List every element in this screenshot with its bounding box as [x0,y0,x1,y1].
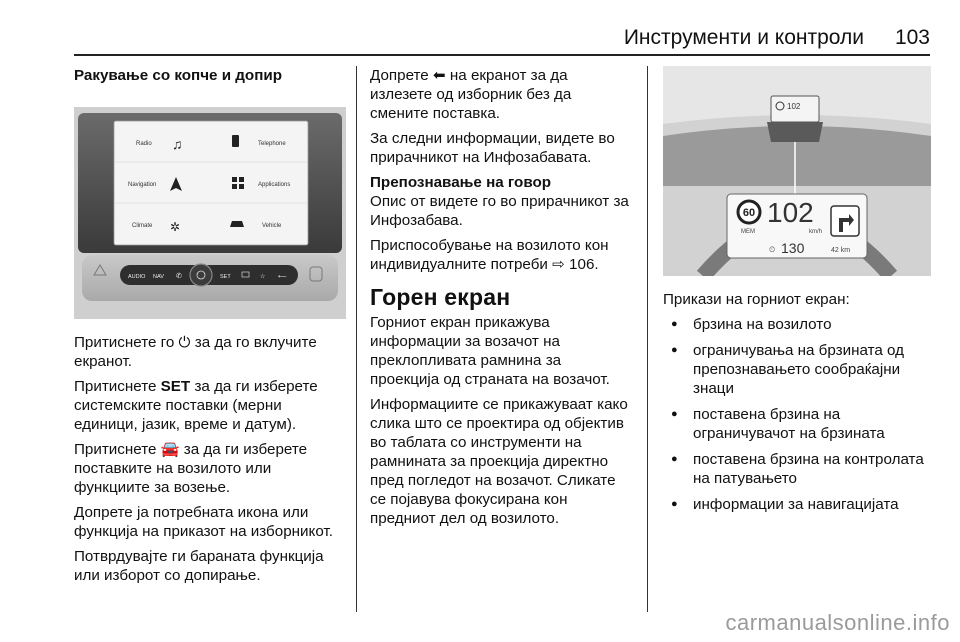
list-item: ● поставена брзина на контролата на патувањето [663,450,931,488]
phone-icon[interactable] [232,135,239,147]
section-title: Ракување со копче и допир [74,67,282,84]
paragraph-manual: За следни информации, видете во прирачникот на Инфозабавата. [370,130,615,166]
page-header [74,22,930,56]
screen-label-climate[interactable]: Climate [132,223,153,229]
hud-speed: 102 [767,197,814,228]
paragraph-touch-icon: Допрете ја потребната икона или функција на приказот на изборникот. [74,504,333,540]
hud-mem-label: MEM [741,229,755,235]
set-keyword: SET [160,378,191,395]
cruise-control-icon: ⏲ [769,245,776,254]
favourite-button[interactable]: ☆ [260,274,266,280]
screen-label-navigation[interactable]: Navigation [128,182,157,188]
screen-label-radio[interactable]: Radio [136,141,152,147]
list-item: ● информации за навигацијата [663,495,931,514]
back-button[interactable]: ⟵ [278,274,287,280]
hud-speed-limit: 60 [742,207,756,219]
paragraph-hud-intro: Горниот екран прикажува информации за возачот на преклопливата рамнина за проекција од страната на возачот. [370,314,610,388]
paragraph-power: Притиснете го ⏻ за да го вклучите екранот. [74,334,317,370]
hud-distance: 42 km [831,247,851,254]
screen-label-applications[interactable]: Applications [258,182,291,188]
watermark: carmanualsonline.info [725,610,950,635]
fan-icon[interactable]: ✲ [170,220,181,234]
head-up-display-figure [663,66,931,276]
infotainment-illustration [74,107,346,319]
voice-title: Препознавање на говор [370,174,552,191]
hud-speed-unit: km/h [809,229,823,235]
text-prefix: Притиснете [74,378,161,395]
hud-cruise-speed: 130 [781,240,805,256]
header-title: Инструменти и контроли [623,26,864,49]
section-heading: Горен екран [370,284,511,310]
list-item: ● брзина на возилото [663,315,931,334]
hud-display-list [663,315,931,514]
column-divider [647,66,648,612]
hud-small-speed: 102 [787,102,801,111]
paragraph-confirm: Потврдувајте ги бараната функција или изборот со допирање. [74,548,324,584]
paragraph-voice: Опис от видете го во прирачникот за Инфозабава. [370,193,629,229]
paragraph-hud-detail: Информациите се прикажуваат како слика што се проектира од објектив во таблата со инструменти на рамнината за проекција директно пред погледот на возачот. Сликате се појавува фокусирана кон предниот дел од возилото. [370,396,628,527]
hud-list-intro: Прикази на горниот екран: [663,291,850,308]
paragraph-vehicle: Притиснете 🚘 за да ги изберете поставките на возилото или функциите за возење. [74,441,308,496]
screen-label-vehicle[interactable]: Vehicle [262,223,282,229]
column-middle [370,66,632,534]
column-right [663,66,931,521]
paragraph-personalisation: Приспособување на возилото кон индивидуалните потреби ⇨ 106. [370,237,609,273]
list-item: ● поставена брзина на ограничувачот на брзината [663,405,931,443]
paragraph-set [74,377,346,434]
screen-label-telephone[interactable]: Telephone [258,141,286,147]
car-icon[interactable] [230,221,244,227]
set-button[interactable]: SET [220,274,231,280]
music-note-icon[interactable]: ♫ [172,136,183,152]
paragraph-back: Допрете ⬅ на екранот за да излезете од изборник без да смените поставка. [370,67,572,122]
audio-button[interactable]: AUDIO [128,274,146,280]
head-up-display-illustration [663,66,931,276]
text-suffix: за да ги изберете системските поставки (мерни единици, јазик, време и датум). [74,378,318,433]
column-divider [356,66,357,612]
nav-button[interactable]: NAV [153,274,164,280]
list-item: ● ограничувања на брзината од препознавањето сообраќајни знаци [663,341,931,398]
phone-button[interactable]: ✆ [176,273,182,280]
column-left [74,66,346,591]
page-number: 103 [894,26,930,49]
infotainment-figure [74,107,346,319]
power-volume-knob[interactable] [190,264,212,286]
